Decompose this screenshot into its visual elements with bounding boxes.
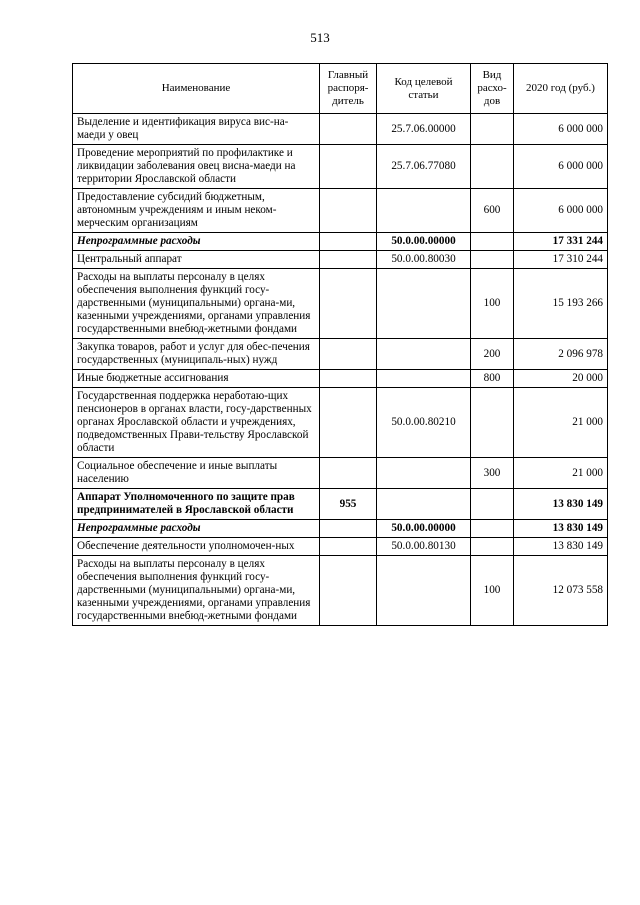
cell-adm [320, 269, 377, 339]
cell-code [377, 339, 471, 370]
cell-vid [471, 489, 514, 520]
table-row [73, 251, 608, 269]
cell-sum: 13 830 149 [514, 538, 608, 556]
header-sum: 2020 год (руб.) [514, 64, 608, 114]
cell-code: 50.0.00.80130 [377, 538, 471, 556]
cell-sum: 13 830 149 [514, 489, 608, 520]
cell-vid: 100 [471, 556, 514, 626]
cell-name: Непрограммные расходы [73, 233, 320, 251]
cell-adm [320, 189, 377, 233]
table-row [73, 339, 608, 370]
cell-vid [471, 145, 514, 189]
cell-vid: 800 [471, 370, 514, 388]
header-administrator: Главный распоря-дитель [320, 64, 377, 114]
cell-sum: 17 331 244 [514, 233, 608, 251]
cell-vid [471, 233, 514, 251]
cell-name: Государственная поддержка неработаю-щих пенсионеров в органах власти, госу-дарственных органах Ярославской области и учреждениях, подведомственных Прави-тельству Ярославской области [73, 388, 320, 458]
cell-sum: 12 073 558 [514, 556, 608, 626]
table-row [73, 458, 608, 489]
cell-adm [320, 458, 377, 489]
cell-code [377, 489, 471, 520]
cell-vid [471, 114, 514, 145]
table-row [73, 388, 608, 458]
header-vid: Вид расхо-дов [471, 64, 514, 114]
cell-vid [471, 538, 514, 556]
cell-adm [320, 114, 377, 145]
cell-adm [320, 538, 377, 556]
cell-adm [320, 145, 377, 189]
cell-sum: 6 000 000 [514, 114, 608, 145]
cell-name: Обеспечение деятельности уполномочен-ных [73, 538, 320, 556]
cell-name: Выделение и идентификация вируса вис-на-маеди у овец [73, 114, 320, 145]
cell-sum: 21 000 [514, 388, 608, 458]
cell-adm [320, 556, 377, 626]
header-code: Код целевой статьи [377, 64, 471, 114]
cell-name: Закупка товаров, работ и услуг для обес-печения государственных (муниципаль-ных) нужд [73, 339, 320, 370]
cell-name: Социальное обеспечение и иные выплаты населению [73, 458, 320, 489]
cell-name: Предоставление субсидий бюджетным, автономным учреждениям и иным неком-мерческим организациям [73, 189, 320, 233]
table-row [73, 538, 608, 556]
table-header-row [73, 64, 608, 114]
cell-name: Непрограммные расходы [73, 520, 320, 538]
cell-code [377, 556, 471, 626]
cell-code [377, 458, 471, 489]
cell-vid [471, 388, 514, 458]
cell-name: Расходы на выплаты персоналу в целях обеспечения выполнения функций госу-дарственными (муниципальными) органа-ми, казенными учреждениями, органами управления государственными внебюд-жетными фондами [73, 556, 320, 626]
cell-code: 50.0.00.00000 [377, 520, 471, 538]
cell-code: 50.0.00.80210 [377, 388, 471, 458]
table-row [73, 114, 608, 145]
table-row [73, 370, 608, 388]
table-row [73, 269, 608, 339]
cell-code [377, 269, 471, 339]
page-number: 513 [310, 30, 330, 45]
cell-vid: 600 [471, 189, 514, 233]
cell-adm: 955 [320, 489, 377, 520]
cell-name: Проведение мероприятий по профилактике и ликвидации заболевания овец висна-маеди на территории Ярославской области [73, 145, 320, 189]
cell-sum: 6 000 000 [514, 189, 608, 233]
cell-sum: 20 000 [514, 370, 608, 388]
cell-adm [320, 388, 377, 458]
cell-name: Иные бюджетные ассигнования [73, 370, 320, 388]
cell-name: Расходы на выплаты персоналу в целях обеспечения выполнения функций госу-дарственными (муниципальными) органа-ми, казенными учреждениями, органами управления государственными внебюд-жетными фондами [73, 269, 320, 339]
cell-adm [320, 251, 377, 269]
cell-code: 50.0.00.80030 [377, 251, 471, 269]
cell-name: Аппарат Уполномоченного по защите прав предпринимателей в Ярославской области [73, 489, 320, 520]
cell-adm [320, 233, 377, 251]
table-row [73, 189, 608, 233]
cell-vid: 100 [471, 269, 514, 339]
cell-adm [320, 520, 377, 538]
table-row [73, 489, 608, 520]
table-row [73, 145, 608, 189]
cell-adm [320, 339, 377, 370]
cell-sum: 17 310 244 [514, 251, 608, 269]
budget-table [72, 63, 608, 626]
cell-sum: 15 193 266 [514, 269, 608, 339]
header-name: Наименование [73, 64, 320, 114]
cell-sum: 2 096 978 [514, 339, 608, 370]
cell-code: 25.7.06.77080 [377, 145, 471, 189]
cell-name: Центральный аппарат [73, 251, 320, 269]
cell-sum: 6 000 000 [514, 145, 608, 189]
cell-vid [471, 251, 514, 269]
cell-vid [471, 520, 514, 538]
cell-code [377, 370, 471, 388]
cell-vid: 200 [471, 339, 514, 370]
table-row [73, 556, 608, 626]
cell-vid: 300 [471, 458, 514, 489]
table-row [73, 520, 608, 538]
cell-code: 50.0.00.00000 [377, 233, 471, 251]
table-row [73, 233, 608, 251]
cell-code [377, 189, 471, 233]
cell-sum: 13 830 149 [514, 520, 608, 538]
cell-sum: 21 000 [514, 458, 608, 489]
cell-code: 25.7.06.00000 [377, 114, 471, 145]
cell-adm [320, 370, 377, 388]
